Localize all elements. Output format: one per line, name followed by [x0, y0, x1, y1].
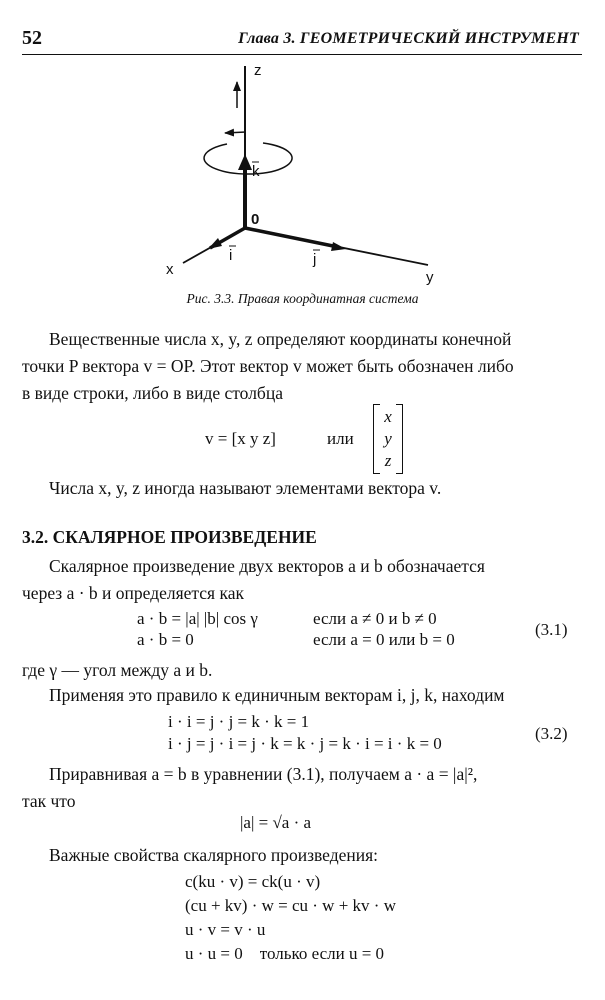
text-line: Приравнивая a = b в уравнении (3.1), получаем a · a = |a|², [49, 764, 478, 784]
coordinate-system-figure [150, 58, 470, 288]
eq32-number: (3.2) [535, 724, 568, 743]
k-arrowhead [238, 154, 252, 170]
eq32-row2: i · j = j · i = j · k = k · j = k · i = i · k = 0 [168, 734, 442, 753]
text-line: в виде строки, либо в виде столбца [22, 383, 283, 403]
eq31-number: (3.1) [535, 620, 568, 639]
z-label: z [254, 62, 262, 79]
column-bracket-left [373, 404, 380, 474]
property-item: (cu + kv) · w = cu · w + kv · w [185, 896, 396, 915]
k-label: k [252, 163, 260, 180]
i-arrowhead [208, 238, 222, 249]
column-vector [382, 406, 394, 472]
y-label: y [426, 269, 434, 286]
text-line: Применяя это правило к единичным векторам i, j, k, находим [49, 685, 505, 705]
properties-list [185, 870, 396, 966]
property-item: u · u = 0 только если u = 0 [185, 944, 385, 963]
col-x: x [384, 407, 392, 426]
text-line: через a · b и определяется как [22, 583, 244, 603]
norm-equation: |a| = √a · a [240, 813, 312, 832]
paragraph-norm [22, 761, 582, 815]
column-bracket-right [396, 404, 403, 474]
page-number: 52 [22, 27, 42, 49]
paragraph-properties: Важные свойства скалярного произведения: [49, 845, 379, 865]
text-line: Скалярное произведение двух векторов a и b обозначается [49, 556, 485, 576]
eq32-row1: i · i = j · j = k · k = 1 [168, 712, 310, 731]
j-label: j [313, 251, 317, 268]
x-label: x [166, 261, 174, 278]
j-arrowhead [331, 242, 346, 251]
coordinate-diagram [150, 58, 470, 288]
origin-label: 0 [251, 211, 260, 228]
paragraph-dot-product [22, 553, 582, 607]
row-vector-eq: v = [x y z] [205, 429, 276, 448]
property-item: c(ku · v) = ck(u · v) [185, 872, 321, 891]
eq31-row2-lhs: a · b = 0 [137, 630, 194, 649]
i-label: i [229, 247, 233, 264]
header-rule [22, 54, 582, 55]
col-y: y [384, 429, 392, 448]
eq31-row1-lhs: a · b = |a| |b| cos γ [137, 609, 258, 628]
eq31-row2-cond: если a = 0 или b = 0 [313, 630, 455, 649]
property-item: u · v = v · u [185, 920, 266, 939]
figure-caption: Рис. 3.3. Правая координатная система [186, 291, 419, 306]
j-vector [245, 228, 338, 247]
paragraph-coordinates [22, 326, 582, 407]
chapter-header: Глава 3. ГЕОМЕТРИЧЕСКИЙ ИНСТРУМЕНТ [238, 30, 579, 47]
rotation-arrow [225, 132, 246, 133]
paragraph-elements: Числа x, y, z иногда называют элементами вектора v. [49, 478, 442, 498]
paragraph-unit-vectors [49, 682, 579, 709]
section-title: 3.2. СКАЛЯРНОЕ ПРОИЗВЕДЕНИЕ [22, 527, 317, 547]
or-word: или [327, 429, 354, 448]
paragraph-gamma: где γ — угол между a и b. [22, 660, 213, 680]
text-line: точки P вектора v = OP. Этот вектор v может быть обозначен либо [22, 356, 514, 376]
eq31-row1-cond: если a ≠ 0 и b ≠ 0 [313, 609, 437, 628]
text-line: Вещественные числа x, y, z определяют координаты конечной [49, 329, 512, 349]
col-z: z [384, 451, 392, 470]
text-line: так что [22, 791, 76, 811]
